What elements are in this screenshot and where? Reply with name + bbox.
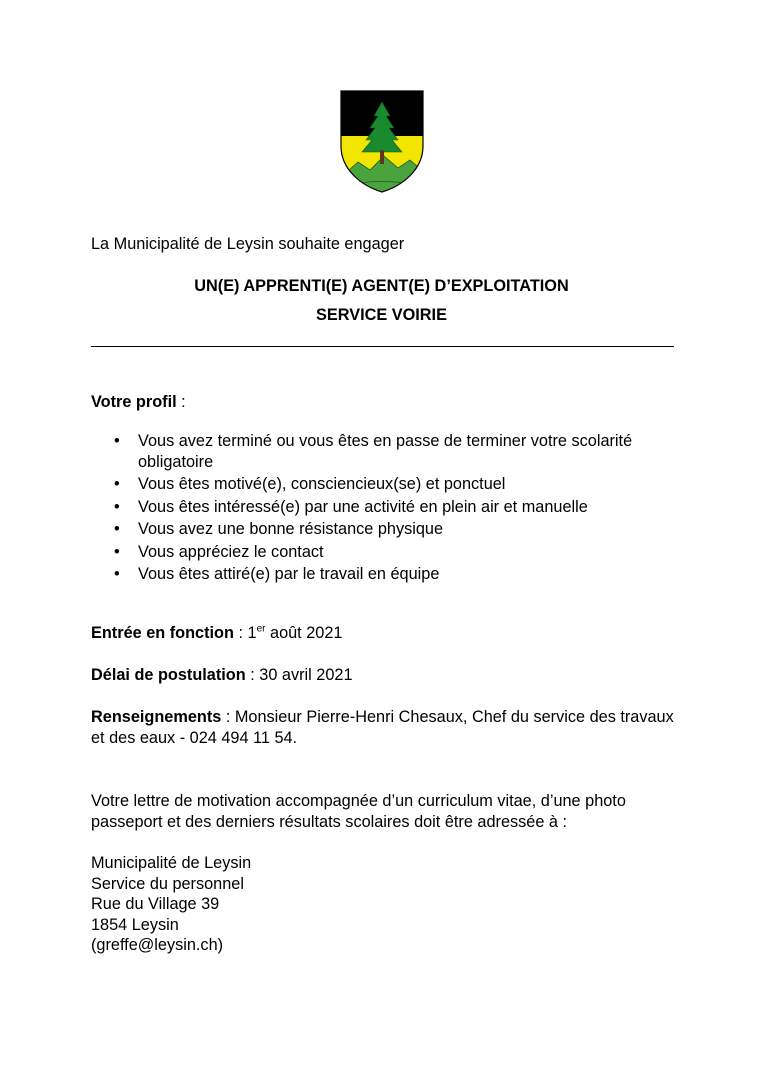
entry-date-ordinal: er xyxy=(256,623,266,635)
list-item xyxy=(91,497,691,518)
profile-heading-suffix: : xyxy=(176,393,186,411)
application-deadline-line xyxy=(91,665,353,686)
profile-heading-label: Votre profil xyxy=(91,393,177,411)
leysin-coat-of-arms xyxy=(340,90,424,193)
address-line: 1854 Leysin xyxy=(91,915,179,934)
application-instructions: Votre lettre de motivation accompagnée d’un curriculum vitae, d’une photo passeport et des derniers résultats scolaires doit être adressée à : xyxy=(91,792,626,831)
bullet-icon: • xyxy=(114,520,120,538)
entry-date-day: 1 xyxy=(247,624,257,642)
bullet-icon: • xyxy=(114,565,120,583)
list-item xyxy=(91,542,691,563)
address-line: Rue du Village 39 xyxy=(91,895,220,913)
information-value: : Monsieur Pierre-Henri Chesaux, Chef du service des travaux et des eaux - 024 494 11 54. xyxy=(91,708,674,747)
list-item-text: Vous avez une bonne résistance physique xyxy=(138,520,444,538)
list-item-text: Vous appréciez le contact xyxy=(138,542,324,561)
list-item-text: Vous êtes intéressé(e) par une activité en plein air et manuelle xyxy=(138,497,588,516)
list-item xyxy=(91,431,691,472)
profile-heading xyxy=(91,392,186,413)
profile-list xyxy=(91,431,691,587)
deadline-label: Délai de postulation xyxy=(91,666,246,684)
bullet-icon: • xyxy=(114,497,120,516)
intro-text: La Municipalité de Leysin souhaite engager xyxy=(91,235,405,253)
entry-date-label: Entrée en fonction xyxy=(91,624,234,642)
postal-address xyxy=(91,853,251,956)
service-title: SERVICE VOIRIE xyxy=(316,306,447,324)
bullet-icon: • xyxy=(114,542,120,561)
list-item-text: Vous avez terminé ou vous êtes en passe de terminer votre scolarité obligatoire xyxy=(138,432,633,471)
list-item-text: Vous êtes motivé(e), consciencieux(se) et ponctuel xyxy=(138,475,506,493)
deadline-value: : 30 avril 2021 xyxy=(245,666,353,684)
address-line: Service du personnel xyxy=(91,874,244,893)
entry-date-separator: : xyxy=(233,624,248,642)
entry-date-rest: août 2021 xyxy=(265,624,343,642)
address-line: Municipalité de Leysin xyxy=(91,854,252,872)
title-divider xyxy=(91,346,674,347)
list-item-text: Vous êtes attiré(e) par le travail en équipe xyxy=(138,565,440,583)
entry-date-line xyxy=(91,623,342,644)
job-title: UN(E) APPRENTI(E) AGENT(E) D’EXPLOITATION xyxy=(194,277,569,295)
list-item xyxy=(91,474,691,495)
information-line xyxy=(91,707,691,748)
list-item xyxy=(91,564,691,585)
information-label: Renseignements xyxy=(91,708,222,726)
list-item xyxy=(91,519,691,540)
bullet-icon: • xyxy=(114,475,120,493)
contact-email: (greffe@leysin.ch) xyxy=(91,936,224,954)
bullet-icon: • xyxy=(114,432,120,450)
